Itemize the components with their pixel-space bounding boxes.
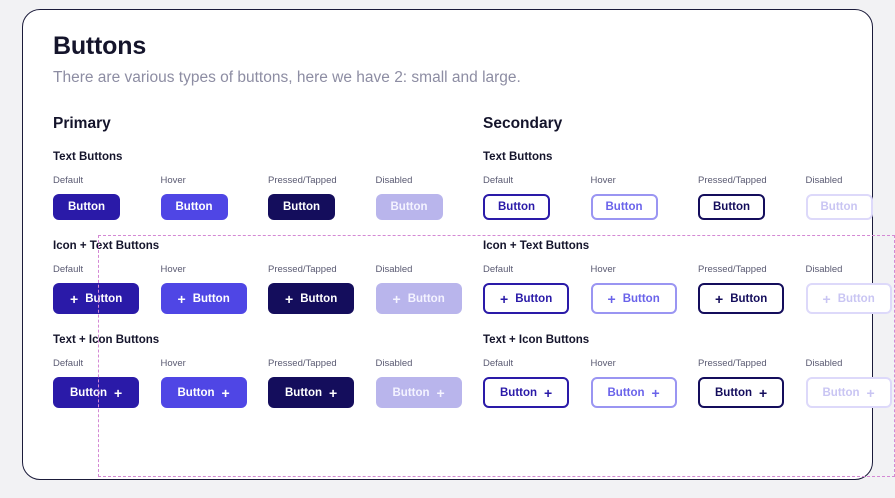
button-label: Button: [70, 386, 108, 399]
plus-icon: +: [500, 290, 509, 307]
button-disabled: [806, 194, 873, 220]
button-label: Button: [407, 292, 445, 305]
button-disabled: [376, 283, 462, 314]
column-heading: Secondary: [483, 115, 563, 132]
button-label: Button: [175, 201, 213, 213]
state-cell: [161, 264, 269, 314]
state-label: Hover: [160, 264, 186, 275]
state-label: Hover: [590, 358, 616, 369]
state-label: Hover: [590, 264, 616, 275]
button-default[interactable]: [53, 194, 120, 220]
button-label: Button: [622, 292, 660, 305]
button-group: [483, 151, 895, 220]
plus-icon: +: [177, 290, 186, 307]
plus-icon: +: [392, 290, 401, 307]
state-label: Disabled: [375, 175, 413, 186]
button-label: Button: [285, 386, 323, 399]
state-label: Default: [53, 264, 84, 275]
state-cell: [268, 264, 376, 314]
button-label: Button: [500, 386, 538, 399]
button-default[interactable]: [483, 377, 569, 408]
group-heading: Text + Icon Buttons: [483, 334, 590, 346]
button-label: Button: [192, 292, 230, 305]
button-label: Button: [730, 292, 768, 305]
button-hover[interactable]: [161, 194, 228, 220]
state-label: Disabled: [805, 358, 843, 369]
state-cell: [806, 175, 895, 220]
plus-icon: +: [329, 384, 338, 401]
state-cell: [53, 264, 161, 314]
group-heading: Text + Icon Buttons: [53, 334, 160, 346]
state-label: Default: [483, 264, 514, 275]
plus-icon: +: [866, 384, 875, 401]
state-cell: [483, 175, 591, 220]
button-default[interactable]: [483, 194, 550, 220]
column-primary: [53, 115, 483, 428]
button-group: [483, 240, 895, 314]
button-label: Button: [498, 201, 536, 213]
state-row: [53, 358, 483, 408]
state-label: Default: [53, 175, 84, 186]
button-label: Button: [390, 201, 428, 213]
state-cell: [698, 175, 806, 220]
card-content: [53, 32, 875, 461]
state-cell: [161, 358, 269, 408]
column-secondary: [483, 115, 895, 428]
button-hover[interactable]: [591, 194, 658, 220]
plus-icon: +: [544, 384, 553, 401]
button-disabled: [806, 283, 892, 314]
state-cell: [591, 264, 699, 314]
state-cell: [483, 264, 591, 314]
state-cell: [376, 264, 484, 314]
state-cell: [806, 358, 895, 408]
button-disabled: [806, 377, 892, 408]
plus-icon: +: [822, 290, 831, 307]
columns-container: [53, 115, 875, 428]
button-label: Button: [300, 292, 338, 305]
page-title: Buttons: [53, 32, 147, 60]
page-subtitle: There are various types of buttons, here we have 2: small and large.: [53, 69, 521, 86]
state-cell: [483, 358, 591, 408]
button-label: Button: [68, 201, 106, 213]
state-label: Default: [483, 175, 514, 186]
plus-icon: +: [70, 290, 79, 307]
button-default[interactable]: [53, 377, 139, 408]
button-label: Button: [822, 386, 860, 399]
plus-icon: +: [715, 290, 724, 307]
button-label: Button: [515, 292, 553, 305]
plus-icon: +: [285, 290, 294, 307]
state-label: Pressed/Tapped: [268, 358, 337, 369]
state-label: Pressed/Tapped: [268, 175, 337, 186]
button-group: [53, 334, 483, 408]
state-cell: [591, 175, 699, 220]
button-pressed-tapped[interactable]: [268, 283, 354, 314]
state-label: Hover: [160, 175, 186, 186]
state-row: [483, 175, 895, 220]
state-label: Pressed/Tapped: [698, 264, 767, 275]
state-label: Pressed/Tapped: [698, 358, 767, 369]
button-label: Button: [820, 201, 858, 213]
plus-icon: +: [651, 384, 660, 401]
button-default[interactable]: [483, 283, 569, 314]
state-label: Default: [483, 358, 514, 369]
button-pressed-tapped[interactable]: [698, 377, 784, 408]
button-disabled: [376, 377, 462, 408]
buttons-spec-card: [22, 9, 873, 480]
button-label: Button: [713, 201, 751, 213]
state-cell: [376, 175, 484, 220]
button-label: Button: [85, 292, 123, 305]
state-label: Pressed/Tapped: [268, 264, 337, 275]
state-label: Default: [53, 358, 84, 369]
button-pressed-tapped[interactable]: [698, 283, 784, 314]
group-heading: Text Buttons: [483, 151, 553, 163]
state-label: Disabled: [805, 175, 843, 186]
button-disabled: [376, 194, 443, 220]
button-group: [483, 334, 895, 408]
state-cell: [268, 175, 376, 220]
state-cell: [806, 264, 895, 314]
state-cell: [53, 175, 161, 220]
column-heading: Primary: [53, 115, 111, 132]
button-label: Button: [283, 201, 321, 213]
button-hover[interactable]: [161, 283, 247, 314]
state-cell: [268, 358, 376, 408]
state-label: Hover: [160, 358, 186, 369]
button-group: [53, 240, 483, 314]
button-label: Button: [177, 386, 215, 399]
state-row: [483, 264, 895, 314]
state-cell: [698, 264, 806, 314]
button-label: Button: [607, 386, 645, 399]
button-hover[interactable]: [591, 283, 677, 314]
button-hover[interactable]: [591, 377, 677, 408]
button-hover[interactable]: [161, 377, 247, 408]
state-cell: [53, 358, 161, 408]
state-label: Disabled: [375, 358, 413, 369]
button-pressed-tapped[interactable]: [698, 194, 765, 220]
plus-icon: +: [759, 384, 768, 401]
state-cell: [376, 358, 484, 408]
button-label: Button: [392, 386, 430, 399]
state-row: [483, 358, 895, 408]
button-pressed-tapped[interactable]: [268, 194, 335, 220]
state-cell: [161, 175, 269, 220]
state-row: [53, 264, 483, 314]
button-default[interactable]: [53, 283, 139, 314]
button-label: Button: [837, 292, 875, 305]
plus-icon: +: [221, 384, 230, 401]
button-pressed-tapped[interactable]: [268, 377, 354, 408]
button-label: Button: [605, 201, 643, 213]
button-group: [53, 151, 483, 220]
plus-icon: +: [436, 384, 445, 401]
state-label: Hover: [590, 175, 616, 186]
button-label: Button: [715, 386, 753, 399]
state-row: [53, 175, 483, 220]
group-heading: Icon + Text Buttons: [53, 240, 160, 252]
state-cell: [591, 358, 699, 408]
group-heading: Text Buttons: [53, 151, 123, 163]
plus-icon: +: [607, 290, 616, 307]
state-label: Disabled: [375, 264, 413, 275]
state-cell: [698, 358, 806, 408]
state-label: Disabled: [805, 264, 843, 275]
plus-icon: +: [114, 384, 123, 401]
state-label: Pressed/Tapped: [698, 175, 767, 186]
group-heading: Icon + Text Buttons: [483, 240, 590, 252]
